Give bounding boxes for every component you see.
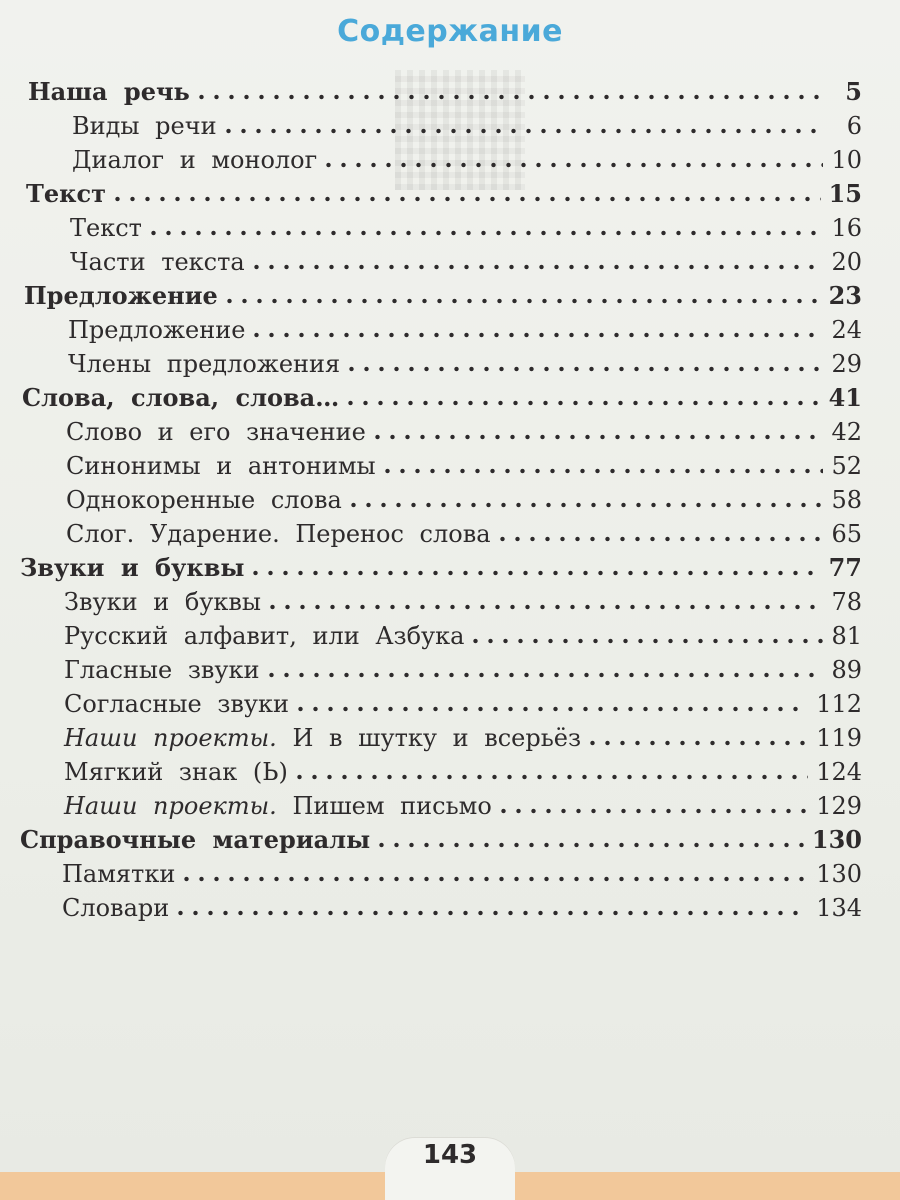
dot-leader	[321, 162, 823, 168]
toc-entry[interactable]	[66, 446, 862, 480]
page-title: Содержание	[337, 14, 563, 49]
dot-leader	[264, 672, 824, 678]
toc-entry-page: 119	[816, 724, 862, 752]
toc-entry-section[interactable]	[20, 548, 862, 582]
dot-leader	[146, 230, 824, 236]
toc-entry-section[interactable]	[22, 378, 862, 412]
page-number: 143	[422, 1140, 478, 1170]
toc-entry[interactable]	[68, 310, 862, 344]
toc-entry-label: Слог. Ударение. Перенос слова	[66, 520, 491, 548]
toc-entry[interactable]	[66, 480, 862, 514]
toc-entry-label	[64, 724, 585, 752]
dot-leader	[343, 400, 820, 406]
toc-entry[interactable]	[62, 854, 862, 888]
toc-entry-page: 112	[816, 690, 862, 718]
toc-entry-project[interactable]	[64, 718, 862, 752]
dot-leader	[585, 740, 808, 746]
dot-leader	[249, 264, 824, 270]
toc-entry-page: 52	[831, 452, 862, 480]
toc-entry[interactable]	[64, 616, 862, 650]
toc-entry-page: 5	[845, 77, 862, 106]
dot-leader	[221, 128, 826, 134]
toc-entry[interactable]	[70, 242, 862, 276]
toc-entry-page: 65	[831, 520, 862, 548]
toc-entry[interactable]	[72, 140, 862, 174]
toc-entry-label: Однокоренные слова	[66, 486, 342, 514]
dot-leader	[110, 196, 821, 202]
toc-entry-page: 78	[831, 588, 862, 616]
toc-entry-label: Синонимы и антонимы	[66, 452, 376, 480]
toc-entry-label: Предложение	[68, 316, 246, 344]
toc-entry[interactable]	[64, 684, 862, 718]
toc-entry-section[interactable]	[24, 276, 862, 310]
toc-entry-label: Слово и его значение	[66, 418, 366, 446]
dot-leader	[344, 366, 823, 372]
toc-entry-page: 130	[811, 825, 862, 854]
toc-entry-page: 16	[831, 214, 862, 242]
dot-leader	[194, 94, 826, 100]
toc-entry-page: 20	[831, 248, 862, 276]
toc-entry-page: 124	[816, 758, 862, 786]
toc-entry[interactable]	[62, 888, 862, 922]
project-title: Пишем письмо	[292, 792, 492, 820]
toc-entry[interactable]	[64, 582, 862, 616]
toc-entry-page: 6	[846, 112, 862, 140]
toc-entry-label: Согласные звуки	[64, 690, 290, 718]
toc-entry-label: Справочные материалы	[20, 825, 371, 854]
toc-entry-label: Словари	[62, 894, 170, 922]
dot-leader	[495, 536, 824, 542]
toc-entry-page: 130	[816, 860, 862, 888]
toc-entry-section[interactable]	[20, 820, 862, 854]
dot-leader	[380, 468, 824, 474]
toc-entry-page: 89	[831, 656, 862, 684]
dot-leader	[468, 638, 823, 644]
project-prefix: Наши проекты.	[64, 724, 277, 752]
toc-entry-page: 58	[831, 486, 862, 514]
toc-entry-project[interactable]	[64, 786, 862, 820]
toc-entry-label: Предложение	[24, 281, 218, 310]
toc-entry[interactable]	[72, 106, 862, 140]
toc-entry-label: Диалог и монолог	[72, 146, 318, 174]
toc-entry-label: Звуки и буквы	[64, 588, 262, 616]
toc-entry-page: 29	[831, 350, 862, 378]
dot-leader	[179, 876, 808, 882]
toc-entry-page: 81	[831, 622, 862, 650]
toc-entry-label: Текст	[26, 179, 106, 208]
dot-leader	[173, 910, 808, 916]
dot-leader	[496, 808, 808, 814]
toc-entry-page: 23	[828, 281, 862, 310]
toc-entry[interactable]	[64, 752, 862, 786]
toc-entry-page: 42	[831, 418, 862, 446]
toc-entry-page: 134	[816, 894, 862, 922]
toc-entry-label: Звуки и буквы	[20, 553, 245, 582]
toc-entry-label: Русский алфавит, или Азбука	[64, 622, 465, 650]
toc-entry[interactable]	[66, 412, 862, 446]
dot-leader	[293, 706, 808, 712]
dot-leader	[370, 434, 824, 440]
toc-entry-label: Виды речи	[72, 112, 217, 140]
toc-entry-section[interactable]	[26, 174, 862, 208]
project-title: И в шутку и всерьёз	[292, 724, 582, 752]
dot-leader	[222, 298, 821, 304]
toc-entry-label: Памятки	[62, 860, 176, 888]
project-prefix: Наши проекты.	[64, 792, 277, 820]
toc-entry-label: Мягкий знак (Ь)	[64, 758, 288, 786]
toc-entry-label: Части текста	[70, 248, 245, 276]
dot-leader	[249, 332, 823, 338]
toc-entry-page: 41	[828, 383, 862, 412]
toc-entry-page: 77	[828, 553, 862, 582]
dot-leader	[346, 502, 824, 508]
dot-leader	[248, 570, 820, 576]
toc-entry-section[interactable]	[28, 72, 862, 106]
toc-entry-page: 15	[828, 179, 862, 208]
toc-entry-label: Слова, слова, слова…	[22, 383, 340, 412]
dot-leader	[265, 604, 823, 610]
toc-entry-label	[64, 792, 496, 820]
toc-entry-label: Гласные звуки	[64, 656, 260, 684]
toc-entry[interactable]	[66, 514, 862, 548]
toc-entry[interactable]	[68, 344, 862, 378]
dot-leader	[292, 774, 808, 780]
toc-entry-page: 129	[816, 792, 862, 820]
toc-entry[interactable]	[64, 650, 862, 684]
toc-entry[interactable]	[70, 208, 862, 242]
toc-entry-label: Текст	[70, 214, 142, 242]
dot-leader	[374, 842, 804, 848]
toc-entry-label: Члены предложения	[68, 350, 341, 378]
toc-entry-page: 24	[831, 316, 862, 344]
toc-entry-page: 10	[831, 146, 862, 174]
toc-entry-label: Наша речь	[28, 77, 190, 106]
